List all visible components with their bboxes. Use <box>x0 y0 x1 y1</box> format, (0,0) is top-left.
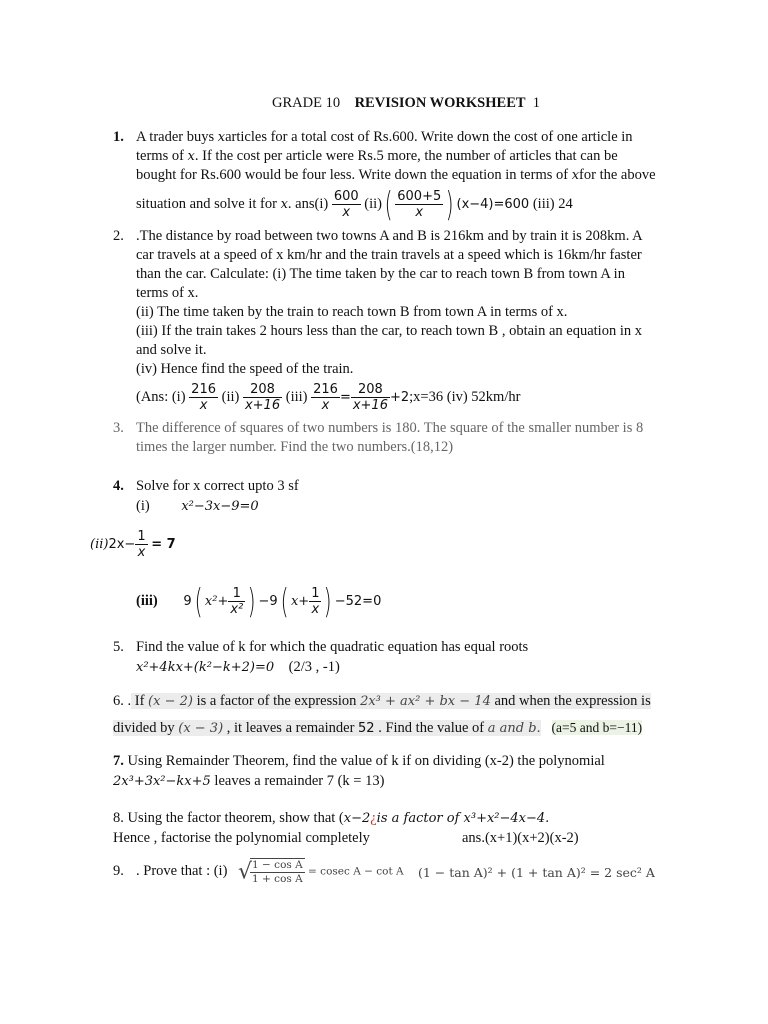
q3-line: times the larger number. Find the two numbers.(18,12) <box>136 439 454 455</box>
q2-line: (iv) Hence find the speed of the train. <box>136 361 354 377</box>
worksheet-name: REVISION WORKSHEET <box>354 95 526 111</box>
q9-identity-i: √ $\frac{\text{1 − cos A}}{\text{1 + cos A}}$ = cosec A − cot A <box>238 859 404 885</box>
fraction: $\frac{600}{x}$ <box>333 189 359 221</box>
q1-line1: A trader buys xarticles for a total cost of Rs.600. Write down the cost of one article in <box>136 129 633 145</box>
q2-line: (ii) The time taken by the train to reach town B from town A in terms of x. <box>136 304 568 320</box>
q2-line: terms of x. <box>136 285 199 301</box>
q2-line: and solve it. <box>136 342 207 358</box>
q9-prefix: . Prove that : (i) <box>136 863 228 879</box>
question-number: 2. <box>113 228 124 244</box>
q9-identity-ii: (1 − tan A)² + (1 + tan A)² = 2 sec² A <box>418 865 655 880</box>
q4-part-i: (i) x²−3x−9=0 <box>136 498 259 514</box>
q2-answer: (Ans: (i) $\frac{216}{x}$ (ii) $\frac{208}{x+16}$ (iii) $\frac{216}{x}$ = $\frac{208}{x+16}$ +2;x=36 (iv) 52km/hr <box>136 382 521 414</box>
q2-line: than the car. Calculate: (i) The time taken by the car to reach town B from town A in <box>136 266 625 282</box>
page-title <box>272 94 540 113</box>
question-number: 3. <box>113 420 124 436</box>
q5-line: Find the value of k for which the quadratic equation has equal roots <box>136 639 529 655</box>
q5-equation: x²+4kx+(k²−k+2)=0 (2/3 , -1) <box>136 659 340 675</box>
grade-label: GRADE 10 <box>272 95 341 111</box>
q8-answer: ans.(x+1)(x+2)(x-2) <box>462 830 579 846</box>
q2-line: (iii) If the train takes 2 hours less than the car, to reach town B , obtain an equation in x <box>136 323 642 339</box>
question-number: 9. <box>113 863 124 879</box>
question-number: 5. <box>113 639 124 655</box>
worksheet-number: 1 <box>532 95 541 111</box>
q7-line2: 2x³+3x²−kx+5 leaves a remainder 7 (k = 13) <box>113 773 385 789</box>
question-number: 1. <box>113 129 124 145</box>
q2-line: car travels at a speed of x km/hr and the train travels at a speed which is 16km/hr faster <box>136 247 642 263</box>
q8-line2: Hence , factorise the polynomial completely <box>113 830 370 846</box>
q1-line3: bought for Rs.600 would be four less. Write down the equation in terms of xfor the above <box>136 167 656 183</box>
q1-line2: terms of x. If the cost per article were Rs.5 more, the number of articles that can be <box>136 148 618 164</box>
fraction: $\frac{600+5}{x}$ <box>397 189 442 221</box>
question-number: 4. <box>113 478 124 494</box>
q8-line1: 8. Using the factor theorem, show that (x−2¿is a factor of x³+x²−4x−4. <box>113 810 550 826</box>
q3-line: The difference of squares of two numbers is 180. The square of the smaller number is 8 <box>136 420 644 436</box>
q2-line: .The distance by road between two towns A and B is 216km and by train it is 208km. A <box>136 228 643 244</box>
q7-line1: 7. Using Remainder Theorem, find the value of k if on dividing (x-2) the polynomial <box>113 753 605 769</box>
q4-heading: Solve for x correct upto 3 sf <box>136 478 299 494</box>
q4-part-iii: (iii) 9( x²+ $\frac{1}{\text{x²}}$ ) −9( x+ $\frac{1}{x}$ ) −52=0 <box>136 581 382 622</box>
q1-line4: situation and solve it for x. ans(i) $\frac{600}{x}$ (ii)( $\frac{600+5}{x}$ ) (x−4)=600 (iii) 24 <box>136 184 573 225</box>
q4-part-ii: (ii)2x− $\frac{1}{x}$ = 7 <box>90 529 176 561</box>
q6-line1: 6. . If (x − 2) is a factor of the expression 2x³ + ax² + bx − 14 and when the expression is <box>113 693 651 709</box>
q6-line2: divided by (x − 3) , it leaves a remainder 52 . Find the value of a and b. (a=5 and b=−11) <box>113 720 643 736</box>
